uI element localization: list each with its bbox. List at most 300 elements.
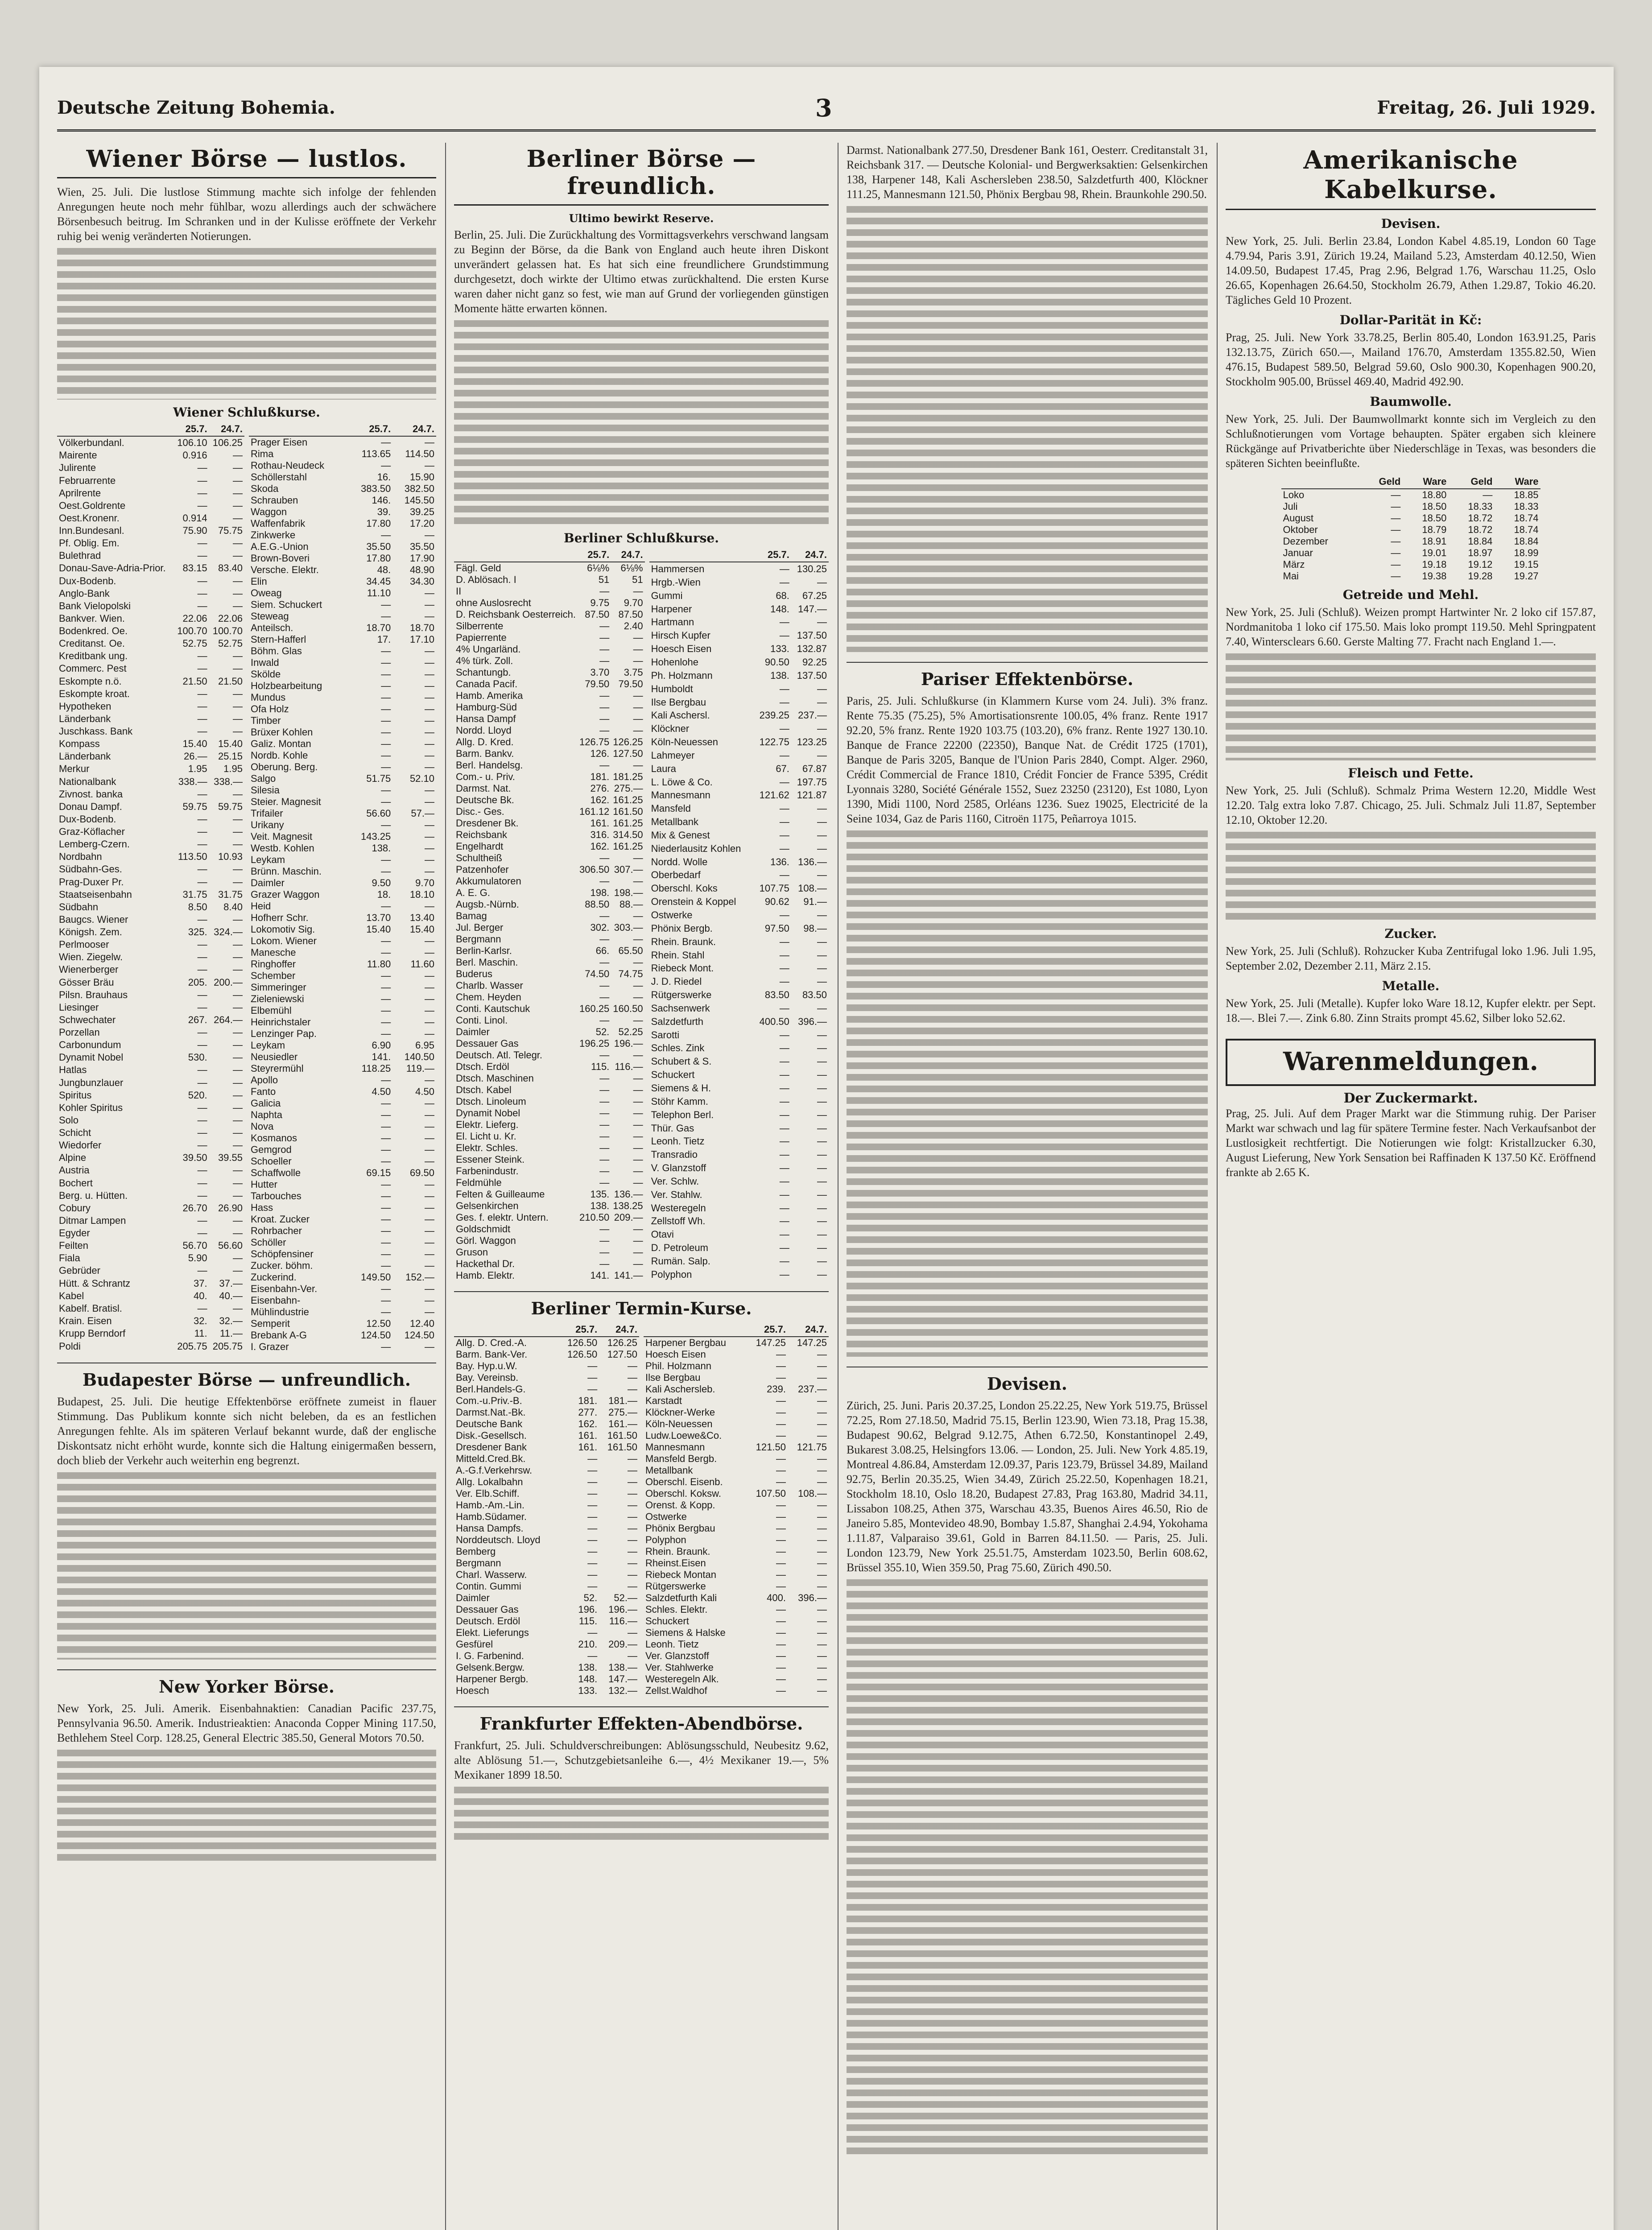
table-cell: — bbox=[776, 1627, 786, 1638]
table-row bbox=[57, 487, 244, 500]
table-cell: Aprilrente bbox=[59, 487, 101, 499]
table-row bbox=[57, 587, 244, 600]
table-cell: 15.40 bbox=[366, 924, 391, 935]
table-row bbox=[249, 680, 436, 692]
table-cell: — bbox=[197, 475, 207, 486]
table-cell: — bbox=[628, 1465, 637, 1476]
table-cell: 26.70 bbox=[182, 1202, 207, 1214]
table-cell: 127.50 bbox=[613, 748, 643, 759]
table-cell: 18.91 bbox=[1422, 536, 1447, 547]
table-row bbox=[249, 1167, 436, 1179]
table-cell: Zieleniewski bbox=[251, 993, 304, 1004]
table-cell: — bbox=[776, 1685, 786, 1696]
table-cell: — bbox=[817, 1581, 827, 1592]
table-cell: Deutsche Bk. bbox=[456, 794, 514, 805]
table-cell: 198.— bbox=[614, 887, 643, 898]
table-cell: Hutter bbox=[251, 1179, 277, 1190]
table-cell: 338.— bbox=[214, 776, 243, 787]
newyork-report: New York, 25. Juli. Amerik. Eisenbahnaktien: Canadian Pacific 237.75, Pennsylvania 96.50. Amerik. Industrieaktien: Anaconda Copper Mining 117.50, Bethlehem Steel Corp. 128.25, General Electric 385.50, General Motors 70.50. bbox=[57, 1702, 436, 1744]
table-row bbox=[454, 945, 645, 957]
table-cell: — bbox=[599, 1073, 610, 1084]
table-row bbox=[649, 1095, 829, 1108]
table-cell: Urikany bbox=[251, 819, 284, 830]
table-cell: Hoesch bbox=[456, 1685, 489, 1696]
table-cell: — bbox=[425, 657, 434, 668]
table-cell: — bbox=[633, 586, 643, 597]
table-cell: Lemberg-Czern. bbox=[59, 838, 130, 850]
table-row bbox=[644, 1627, 829, 1639]
table-cell: Rohrbacher bbox=[251, 1225, 302, 1236]
table-cell: Krain. Eisen bbox=[59, 1315, 112, 1326]
table-cell: Ilse Bergbau bbox=[645, 1372, 701, 1383]
table-cell: Farbenindustr. bbox=[456, 1165, 519, 1177]
table-cell: Gemgrod bbox=[251, 1144, 292, 1155]
table-row bbox=[249, 912, 436, 924]
table-row bbox=[454, 725, 645, 736]
table-cell: — bbox=[633, 690, 643, 701]
table-row bbox=[454, 1235, 645, 1247]
table-cell: Versche. Elektr. bbox=[251, 564, 319, 575]
table-cell: Kreditbank ung. bbox=[59, 650, 128, 662]
table-cell: Charl. Wasserw. bbox=[456, 1569, 527, 1580]
table-cell: Mühlindustrie bbox=[251, 1306, 309, 1317]
table-cell: — bbox=[197, 487, 207, 499]
table-cell: — bbox=[197, 939, 207, 950]
table-cell: Görl. Waggon bbox=[456, 1235, 516, 1246]
table-row bbox=[454, 806, 645, 818]
table-cell: 12.50 bbox=[366, 1318, 391, 1329]
table-row bbox=[249, 1098, 436, 1109]
subsection-title-zuckermarkt: Der Zuckermarkt. bbox=[1343, 1090, 1478, 1106]
table-cell: — bbox=[779, 563, 789, 574]
table-cell: Hatlas bbox=[59, 1064, 87, 1076]
table-cell: — bbox=[233, 1077, 243, 1088]
table-row bbox=[454, 1073, 645, 1084]
table-row bbox=[644, 1476, 829, 1488]
table-cell: 22.06 bbox=[182, 612, 207, 624]
table-cell: — bbox=[633, 852, 643, 863]
table-cell: — bbox=[425, 842, 434, 854]
table-row bbox=[454, 574, 645, 586]
table-cell: Gösser Bräu bbox=[59, 976, 114, 988]
table-cell: Oberschl. Koks bbox=[651, 883, 718, 894]
table-row bbox=[649, 829, 829, 842]
table-row bbox=[249, 1063, 436, 1074]
table-row bbox=[57, 1214, 244, 1227]
table-cell: — bbox=[817, 1349, 827, 1360]
subsection-title-baumwolle: Baumwolle. bbox=[1370, 394, 1452, 409]
table-cell: 209.— bbox=[608, 1639, 637, 1650]
table-cell: Rhein. Braunk. bbox=[651, 936, 716, 947]
table-cell: — bbox=[381, 1190, 391, 1202]
table-cell: — bbox=[779, 1255, 789, 1267]
table-row bbox=[649, 988, 829, 1002]
table-cell: — bbox=[628, 1650, 637, 1661]
table-cell: — bbox=[425, 1341, 434, 1352]
table-cell: 90.50 bbox=[764, 656, 789, 668]
table-cell: Simmeringer bbox=[251, 982, 306, 993]
table-cell: Hamb. Amerika bbox=[456, 690, 523, 701]
devisen-report: Zürich, 25. Juni. Paris 20.37.25, London 25.22.25, New York 519.75, Brüssel 72.25, Rom 27.18.50, Madrid 75.15, Berlin 123.90, Wien 73.18, Prag 15.38, Budapest 90.62, Belgrad 9.12.75, Athen 6.72.50, Konstantinopel 2.49, Bukarest 3.08.25, Helsingfors 13.06. — London, 25. Juli. New York 4.85.19, Montreal 4.86.84, Amsterdam 12.09.37, Paris 123.79, Brüssel 34.89, Mailand 92.75, Berlin 20.35.25, Wien 34.49, Zürich 25.22.50, Kopenhagen 18.21, Stockholm 18.10, Oslo 18.20, Budapest 27.83, Prag 163.80, Madrid 34.11, Lissabon 108.25, Athen 375, Warschau 43.35, Buenos Aires 46.50, Rio de Janeiro 5.85, Montevideo 48.90, Bombay 1.5.87, Shanghai 2.4.94, Yokohama 1.11.87, Valparaiso 39.61, Gold in Barren 84.11.50. — Paris, 25. Juli. London 123.79, New York 25.51.75, Amsterdam 1023.50, Berlin 608.62, Brüssel 355.10, Wien 359.50, Prag 75.60, Zürich 490.50. bbox=[847, 1399, 1208, 1574]
table-cell: — bbox=[599, 957, 610, 968]
table-row bbox=[249, 553, 436, 564]
table-row bbox=[454, 1662, 639, 1673]
table-cell: — bbox=[817, 616, 827, 628]
table-cell: — bbox=[776, 1569, 786, 1580]
table-cell: — bbox=[587, 1534, 598, 1545]
table-row bbox=[57, 1152, 244, 1164]
table-row bbox=[57, 713, 244, 725]
table-row bbox=[57, 1076, 244, 1089]
table-cell: — bbox=[197, 726, 207, 737]
table-cell: 6.95 bbox=[415, 1040, 434, 1051]
table-row bbox=[249, 1330, 436, 1341]
table-row bbox=[644, 1523, 829, 1534]
table-row bbox=[454, 1685, 639, 1697]
table-cell: Creditanst. Oe. bbox=[59, 638, 125, 649]
table-row bbox=[649, 1015, 829, 1028]
table-cell: 17. bbox=[377, 634, 391, 645]
subsection-title-zucker: Zucker. bbox=[1384, 926, 1437, 941]
table-row bbox=[249, 750, 436, 761]
table-row bbox=[249, 738, 436, 750]
table-cell: — bbox=[776, 1511, 786, 1522]
table-cell: — bbox=[599, 655, 610, 666]
table-cell: 126.50 bbox=[567, 1349, 598, 1360]
table-cell: Bochert bbox=[59, 1177, 93, 1189]
table-cell: — bbox=[633, 632, 643, 643]
table-cell: 239.25 bbox=[759, 710, 789, 721]
table-row bbox=[57, 537, 244, 549]
table-row bbox=[649, 1188, 829, 1202]
table-cell: 21.50 bbox=[218, 675, 243, 687]
table-cell: Austria bbox=[59, 1165, 90, 1176]
table-cell: — bbox=[381, 599, 391, 610]
table-row bbox=[57, 688, 244, 700]
table-cell: Kosmanos bbox=[251, 1132, 297, 1144]
table-cell: 147.— bbox=[798, 603, 827, 615]
table-cell: — bbox=[233, 913, 243, 925]
table-cell: 200.— bbox=[214, 976, 243, 988]
table-row bbox=[454, 1488, 639, 1499]
table-cell: Länderbank bbox=[59, 713, 111, 724]
table-cell: — bbox=[381, 1202, 391, 1213]
table-row bbox=[649, 642, 829, 656]
table-cell: — bbox=[776, 1407, 786, 1418]
table-cell: Rhein. Braunk. bbox=[645, 1546, 710, 1557]
table-row bbox=[454, 562, 645, 574]
table-cell: Januar bbox=[1283, 547, 1313, 558]
table-row bbox=[649, 1202, 829, 1215]
table-cell: — bbox=[381, 750, 391, 761]
table-cell: — bbox=[381, 1225, 391, 1236]
table-cell: 17.10 bbox=[409, 634, 434, 645]
table-cell: — bbox=[425, 761, 434, 772]
table-cell: 196.— bbox=[608, 1604, 637, 1615]
table-cell: Fiala bbox=[59, 1252, 80, 1264]
table-cell: — bbox=[197, 1114, 207, 1126]
table-row bbox=[57, 462, 244, 474]
table-cell: 19.38 bbox=[1422, 570, 1447, 582]
table-cell: — bbox=[633, 1235, 643, 1246]
table-cell: Gesfürel bbox=[456, 1639, 493, 1650]
table-cell: 18.50 bbox=[1422, 512, 1447, 524]
table-row bbox=[644, 1569, 829, 1581]
table-row bbox=[454, 1084, 645, 1096]
table-row bbox=[454, 736, 645, 748]
table-cell: — bbox=[779, 616, 789, 628]
table-row bbox=[249, 1202, 436, 1214]
table-cell: 161.25 bbox=[613, 818, 643, 829]
table-row bbox=[57, 851, 244, 863]
table-cell: Schember bbox=[251, 970, 296, 981]
table-cell: 209.— bbox=[614, 1212, 643, 1223]
table-cell: — bbox=[381, 866, 391, 877]
termin-quote-table-right bbox=[644, 1323, 829, 1697]
table-cell: — bbox=[779, 630, 789, 641]
table-cell: — bbox=[817, 696, 827, 708]
table-cell: 149.50 bbox=[360, 1272, 391, 1283]
getreide-report: New York, 25. Juli (Schluß). Weizen prompt Hartwinter Nr. 2 loko cif 157.87, Nordmanitoba 1 loko cif 175.50. Mais loko prompt 119.50. Mehl Springpatent 7.40, Wintersclears 6.60. Gerste Malting 77. Fracht nach England 1.—. bbox=[1226, 606, 1596, 648]
table-row bbox=[249, 1318, 436, 1330]
table-cell: Oberschl. Eisenb. bbox=[645, 1476, 723, 1487]
table-cell: Gelsenk.Bergw. bbox=[456, 1662, 525, 1673]
table-cell: Fanto bbox=[251, 1086, 276, 1097]
table-cell: — bbox=[381, 796, 391, 807]
table-cell: Deutsch. Atl. Telegr. bbox=[456, 1049, 543, 1061]
table-cell: — bbox=[817, 1069, 827, 1081]
table-row bbox=[249, 924, 436, 935]
table-cell: — bbox=[817, 1242, 827, 1254]
table-cell: Brüxer Kohlen bbox=[251, 727, 313, 738]
table-cell: 396.— bbox=[798, 1592, 827, 1603]
table-cell: 276. bbox=[590, 783, 610, 794]
table-row bbox=[57, 1064, 244, 1076]
table-cell: Hütt. & Schrantz bbox=[59, 1277, 131, 1289]
table-cell: 205.75 bbox=[177, 1340, 207, 1352]
table-cell: — bbox=[233, 939, 243, 950]
table-cell: — bbox=[633, 1154, 643, 1165]
table-row bbox=[249, 471, 436, 483]
table-row bbox=[57, 1264, 244, 1277]
table-cell: 181.25 bbox=[613, 771, 643, 782]
table-cell: — bbox=[779, 909, 789, 921]
table-row bbox=[1281, 512, 1540, 524]
table-cell: — bbox=[817, 1215, 827, 1227]
table-cell: — bbox=[599, 1165, 610, 1177]
table-cell: El. Licht u. Kr. bbox=[456, 1131, 516, 1142]
table-row bbox=[454, 1165, 645, 1177]
table-cell: 52.75 bbox=[182, 638, 207, 649]
table-cell: Ostwerke bbox=[651, 909, 693, 921]
table-cell: 147.25 bbox=[756, 1337, 786, 1348]
table-cell: 11.— bbox=[220, 1328, 243, 1339]
table-row bbox=[649, 682, 829, 696]
table-cell: — bbox=[233, 1039, 243, 1051]
table-cell: — bbox=[817, 1569, 827, 1580]
table-cell: Hackethal Dr. bbox=[456, 1258, 515, 1269]
table-cell: Darmst. Nat. bbox=[456, 783, 511, 794]
table-cell: — bbox=[779, 1149, 789, 1160]
table-cell: Westb. Kohlen bbox=[251, 842, 314, 854]
table-cell: — bbox=[381, 1237, 391, 1248]
table-cell: — bbox=[599, 702, 610, 713]
table-cell: 141.— bbox=[614, 1270, 643, 1281]
table-cell: Schles. Zink bbox=[651, 1042, 705, 1054]
table-row bbox=[454, 655, 645, 667]
table-cell: 196.25 bbox=[579, 1038, 610, 1049]
table-cell: Tarbouches bbox=[251, 1190, 301, 1202]
table-cell: 18.74 bbox=[1514, 524, 1539, 535]
table-cell: D. Ablösach. I bbox=[456, 574, 516, 585]
table-cell: 121.75 bbox=[797, 1441, 827, 1453]
table-cell: — bbox=[633, 1096, 643, 1107]
table-cell: — bbox=[197, 1127, 207, 1139]
table-row bbox=[454, 1511, 639, 1523]
table-row bbox=[57, 449, 244, 462]
table-cell: — bbox=[776, 1499, 786, 1511]
table-cell: Dtsch. Kabel bbox=[456, 1084, 512, 1095]
table-cell: — bbox=[817, 683, 827, 694]
table-cell: — bbox=[233, 500, 243, 511]
table-cell: — bbox=[817, 1430, 827, 1441]
table-cell: — bbox=[233, 788, 243, 800]
table-row bbox=[454, 1154, 645, 1165]
table-cell: 87.50 bbox=[585, 609, 610, 620]
table-cell: Schuckert bbox=[651, 1069, 695, 1081]
table-row bbox=[649, 1161, 829, 1175]
table-cell: 52. bbox=[595, 1026, 610, 1037]
table-cell: — bbox=[587, 1569, 598, 1580]
table-cell: Silesia bbox=[251, 785, 280, 796]
table-cell: — bbox=[425, 1144, 434, 1155]
table-cell: Chem. Heyden bbox=[456, 991, 521, 1003]
table-cell: — bbox=[817, 869, 827, 881]
table-row bbox=[249, 657, 436, 669]
table-cell: Salzdetfurth bbox=[651, 1016, 703, 1027]
table-row bbox=[57, 1127, 244, 1139]
table-row bbox=[454, 644, 645, 655]
table-cell: Klöckner bbox=[651, 723, 690, 735]
table-cell: 181.— bbox=[608, 1395, 637, 1406]
table-cell: Dezember bbox=[1283, 536, 1328, 547]
table-cell: — bbox=[1391, 559, 1401, 570]
table-cell: Orenst. & Kopp. bbox=[645, 1499, 715, 1511]
table-cell: — bbox=[197, 600, 207, 611]
table-cell: — bbox=[197, 1077, 207, 1088]
table-header: 24.7. bbox=[392, 422, 436, 436]
table-cell: — bbox=[587, 1581, 598, 1592]
table-row bbox=[644, 1662, 829, 1673]
table-cell: — bbox=[381, 645, 391, 657]
table-cell: — bbox=[817, 1360, 827, 1371]
table-cell: — bbox=[776, 1476, 786, 1487]
table-cell: — bbox=[425, 796, 434, 807]
table-cell: — bbox=[817, 1122, 827, 1134]
table-cell: — bbox=[587, 1488, 598, 1499]
berlin-quote-table-right bbox=[649, 548, 829, 1281]
table-cell: — bbox=[425, 1248, 434, 1260]
zucker-report: New York, 25. Juli (Schluß). Rohzucker Kuba Zentrifugal loko 1.96. Juli 1.95, September 2.02, Dezember 2.11, März 2.15. bbox=[1226, 945, 1596, 972]
table-cell: — bbox=[817, 1627, 827, 1638]
table-cell: 48.90 bbox=[409, 564, 434, 575]
table-cell: 18.85 bbox=[1514, 489, 1539, 500]
table-cell: 17.80 bbox=[366, 518, 391, 529]
table-cell: — bbox=[233, 1089, 243, 1101]
table-row bbox=[249, 715, 436, 727]
table-cell: — bbox=[381, 738, 391, 749]
table-cell: Veit. Magnesit bbox=[251, 831, 313, 842]
table-cell: Wiedorfer bbox=[59, 1140, 102, 1151]
table-row bbox=[249, 634, 436, 645]
table-cell: — bbox=[425, 738, 434, 749]
table-cell: Com.- u. Priv. bbox=[456, 771, 515, 782]
table-cell: 5.90 bbox=[188, 1252, 207, 1264]
table-cell: — bbox=[587, 1511, 598, 1522]
table-cell: Gelsenkirchen bbox=[456, 1200, 519, 1211]
table-cell: 138. bbox=[372, 842, 391, 854]
table-cell: — bbox=[587, 1546, 598, 1557]
table-cell: 18.80 bbox=[1422, 489, 1447, 500]
table-cell: 160.25 bbox=[579, 1003, 610, 1014]
table-cell: — bbox=[381, 1109, 391, 1120]
table-cell: Engelhardt bbox=[456, 841, 504, 852]
table-cell: D. Reichsbank Oesterreich. bbox=[456, 609, 576, 620]
table-header: 25.7. bbox=[173, 422, 209, 436]
table-row bbox=[454, 887, 645, 899]
table-row bbox=[649, 842, 829, 855]
table-cell: Zucker. böhm. bbox=[251, 1260, 313, 1271]
table-cell: Daimler bbox=[251, 877, 285, 888]
berlin-quote-table-left bbox=[454, 548, 645, 1281]
table-cell: — bbox=[779, 683, 789, 694]
text-block bbox=[1226, 653, 1596, 760]
table-row bbox=[454, 1258, 645, 1270]
wien-quote-table-right bbox=[249, 422, 436, 1353]
table-cell: 267. bbox=[188, 1014, 207, 1025]
table-cell: — bbox=[633, 1142, 643, 1153]
table-cell: — bbox=[233, 650, 243, 662]
table-row bbox=[249, 1074, 436, 1086]
table-cell: Com.-u.Priv.-B. bbox=[456, 1395, 522, 1406]
table-row bbox=[649, 656, 829, 669]
table-cell: 59.75 bbox=[182, 801, 207, 812]
table-cell: — bbox=[381, 1341, 391, 1352]
table-cell: — bbox=[197, 1265, 207, 1276]
table-cell: Manesche bbox=[251, 947, 296, 958]
table-row bbox=[644, 1673, 829, 1685]
table-cell: — bbox=[425, 993, 434, 1004]
table-cell: Anglo-Bank bbox=[59, 587, 110, 599]
table-cell: — bbox=[197, 1165, 207, 1176]
table-cell: Schicht bbox=[59, 1127, 91, 1139]
table-row bbox=[1281, 501, 1540, 512]
table-cell: — bbox=[425, 1237, 434, 1248]
subsection-title-metalle: Metalle. bbox=[1382, 979, 1440, 993]
table-row bbox=[57, 1089, 244, 1102]
table-cell: — bbox=[381, 611, 391, 622]
table-cell: — bbox=[381, 993, 391, 1004]
table-cell: — bbox=[233, 989, 243, 1000]
table-cell: — bbox=[633, 655, 643, 666]
table-cell: Hass bbox=[251, 1202, 273, 1213]
table-cell: Norddeutsch. Lloyd bbox=[456, 1534, 541, 1545]
table-cell: Harpener Bergb. bbox=[456, 1673, 529, 1685]
table-cell: — bbox=[233, 1214, 243, 1226]
table-row bbox=[454, 713, 645, 725]
table-cell: 18. bbox=[377, 889, 391, 900]
table-row bbox=[454, 1546, 639, 1557]
